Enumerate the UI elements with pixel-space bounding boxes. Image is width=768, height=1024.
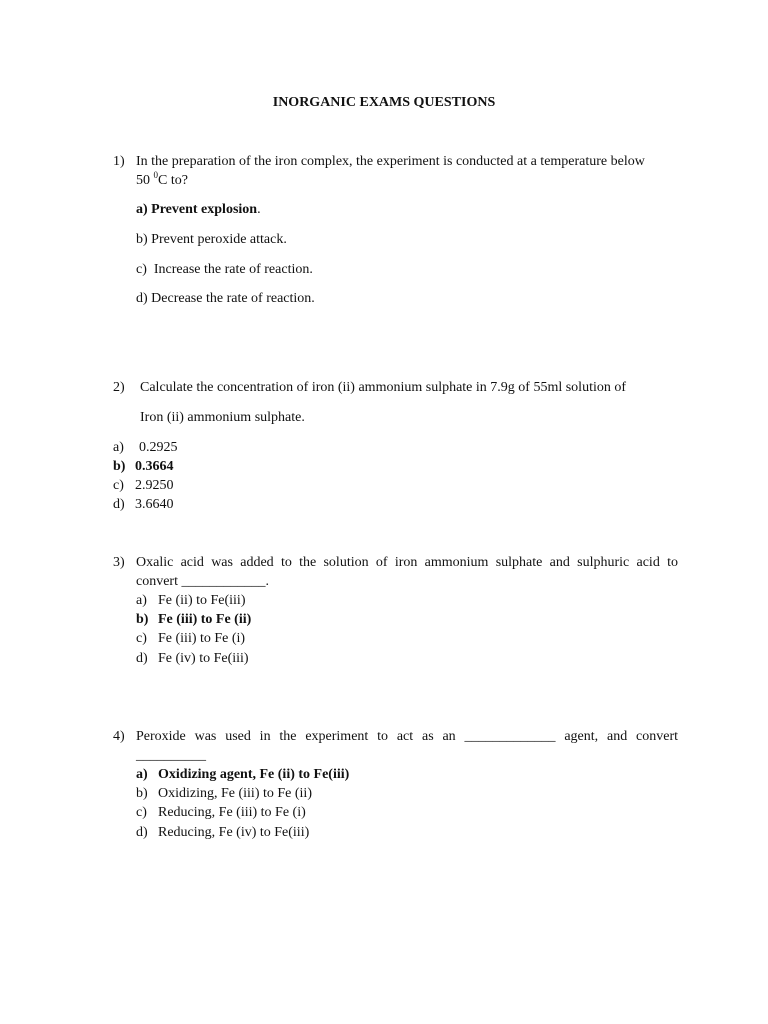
superscript-degree: 0 bbox=[153, 170, 158, 180]
answer-option-a-letter: a) bbox=[136, 593, 147, 608]
question-number: 4) bbox=[113, 729, 125, 744]
question-text-line-2: convert ____________. bbox=[136, 574, 269, 589]
answer-option-c-letter: c) bbox=[136, 631, 147, 646]
answer-option-a-letter: a) bbox=[136, 767, 148, 782]
answer-option-b-letter: b) bbox=[136, 612, 149, 627]
answer-option-c-letter: c) bbox=[136, 805, 147, 820]
answer-option-c: 2.9250 bbox=[135, 478, 174, 493]
answer-option-b: Oxidizing, Fe (iii) to Fe (ii) bbox=[158, 786, 312, 801]
question-text-line-1: Calculate the concentration of iron (ii) ammonium sulphate in 7.9g of 55ml solution of bbox=[140, 380, 627, 395]
answer-option-d: Fe (iv) to Fe(iii) bbox=[158, 651, 249, 666]
answer-option-d-letter: d) bbox=[113, 497, 125, 512]
question-text-line-2: 50 $^0$C to? bbox=[136, 170, 188, 188]
answer-option-a: Fe (ii) to Fe(iii) bbox=[158, 593, 246, 608]
answer-option-c: c) Increase the rate of reaction. bbox=[136, 262, 313, 277]
answer-option-d: Reducing, Fe (iv) to Fe(iii) bbox=[158, 825, 310, 840]
answer-option-d-letter: d) bbox=[136, 825, 148, 840]
answer-option-b: b) Prevent peroxide attack. bbox=[136, 232, 287, 247]
answer-option-c-letter: c) bbox=[113, 478, 124, 493]
answer-option-a-letter: a) bbox=[113, 440, 124, 455]
page-title: INORGANIC EXAMS QUESTIONS bbox=[272, 95, 496, 110]
answer-option-a: 0.2925 bbox=[139, 440, 178, 455]
answer-option-b-correct: 0.3664 bbox=[135, 459, 174, 474]
question-text-line-2: Iron (ii) ammonium sulphate. bbox=[140, 410, 305, 425]
question-number: 2) bbox=[113, 380, 125, 395]
question-number: 1) bbox=[113, 154, 125, 169]
answer-option-c: Fe (iii) to Fe (i) bbox=[158, 631, 246, 646]
answer-option-b-letter: b) bbox=[113, 459, 126, 474]
answer-option-a-correct: Oxidizing agent, Fe (ii) to Fe(iii) bbox=[158, 767, 350, 782]
answer-option-a-correct: a) Prevent explosion. bbox=[136, 202, 261, 217]
answer-option-b-letter: b) bbox=[136, 786, 148, 801]
answer-option-c: Reducing, Fe (iii) to Fe (i) bbox=[158, 805, 306, 820]
question-text-line-2: __________ bbox=[136, 748, 206, 763]
answer-option-d: d) Decrease the rate of reaction. bbox=[136, 291, 315, 306]
answer-option-b-correct: Fe (iii) to Fe (ii) bbox=[158, 612, 252, 627]
question-number: 3) bbox=[113, 555, 125, 570]
question-text-line-1: In the preparation of the iron complex, the experiment is conducted at a temperature below bbox=[136, 154, 645, 169]
question-text-line-1: Oxalic acid was added to the solution of iron ammonium sulphate and sulphuric acid to bbox=[136, 555, 678, 570]
answer-option-d-letter: d) bbox=[136, 651, 148, 666]
answer-option-d: 3.6640 bbox=[135, 497, 174, 512]
question-text-line-1: Peroxide was used in the experiment to act as an _____________ agent, and convert bbox=[136, 729, 678, 744]
